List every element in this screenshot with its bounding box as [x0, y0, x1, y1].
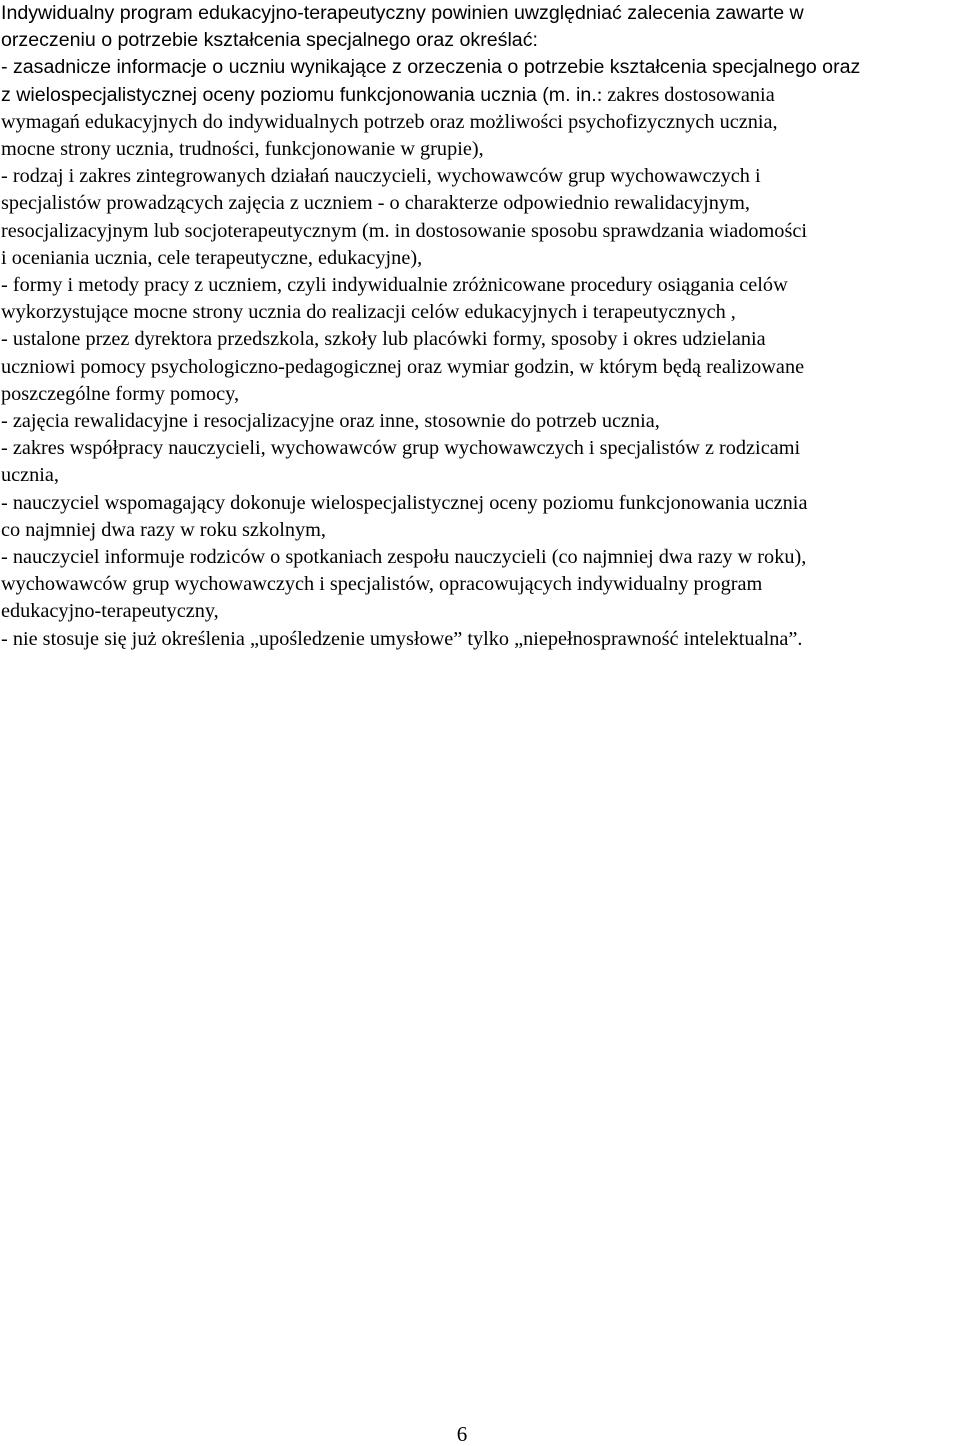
text-line: - nie stosuje się już określenia „upośledzenie umysłowe” tylko „niepełnosprawność intelektualna”. — [1, 627, 803, 650]
page-number: 6 — [456, 1422, 468, 1446]
text-line: wymagań edukacyjnych do indywidualnych potrzeb oraz możliwości psychofizycznych ucznia, — [1, 110, 778, 133]
text-line: - zakres współpracy nauczycieli, wychowawców grup wychowawczych i specjalistów z rodzicami — [1, 437, 801, 460]
text-line: - zasadnicze informacje o uczniu wynikające z orzeczenia o potrzebie kształcenia specjalnego oraz — [1, 56, 861, 79]
text-line: i oceniania ucznia, cele terapeutyczne, edukacyjne), — [1, 246, 423, 269]
text-line: wychowawców grup wychowawczych i specjalistów, opracowujących indywidualny program — [1, 573, 763, 596]
text-line-segment: : zakres dostosowania — [596, 83, 775, 106]
text-line-segment: z wielospecjalistycznej oceny poziomu funkcjonowania ucznia (m. in. — [1, 83, 597, 106]
text-line: - nauczyciel informuje rodziców o spotkaniach zespołu nauczycieli (co najmniej dwa razy w roku), — [1, 546, 807, 569]
text-line-mixed — [1, 82, 959, 109]
text-line: co najmniej dwa razy w roku szkolnym, — [1, 518, 326, 541]
text-line: edukacyjno-terapeutyczny, — [1, 600, 219, 623]
text-line: orzeczeniu o potrzebie kształcenia specjalnego oraz określać: — [1, 29, 538, 52]
text-line: - rodzaj i zakres zintegrowanych działań nauczycieli, wychowawców grup wychowawczych i — [1, 165, 761, 188]
text-line: resocjalizacyjnym lub socjoterapeutycznym (m. in dostosowanie sposobu sprawdzania wiadomości — [1, 219, 807, 242]
text-line: Indywidualny program edukacyjno-terapeutyczny powinien uwzględniać zalecenia zawarte w — [1, 2, 804, 24]
text-line: - ustalone przez dyrektora przedszkola, szkoły lub placówki formy, sposoby i okres udzielania — [1, 328, 766, 351]
text-line: wykorzystujące mocne strony ucznia do realizacji celów edukacyjnych i terapeutycznych , — [1, 301, 736, 324]
text-line: - nauczyciel wspomagający dokonuje wielospecjalistycznej oceny poziomu funkcjonowania ucznia — [1, 491, 808, 514]
text-line: - formy i metody pracy z uczniem, czyli indywidualnie zróżnicowane procedury osiągania celów — [1, 274, 788, 297]
text-line: uczniowi pomocy psychologiczno-pedagogicznej oraz wymiar godzin, w którym będą realizowane — [1, 355, 805, 378]
text-line: - zajęcia rewalidacyjne i resocjalizacyjne oraz inne, stosownie do potrzeb ucznia, — [1, 410, 660, 433]
text-line: poszczególne formy pomocy, — [1, 382, 240, 405]
text-line: mocne strony ucznia, trudności, funkcjonowanie w grupie), — [1, 138, 484, 161]
text-line: specjalistów prowadzących zajęcia z uczniem - o charakterze odpowiednio rewalidacyjnym, — [1, 192, 750, 215]
text-line: ucznia, — [1, 464, 59, 487]
document-body — [1, 0, 959, 653]
